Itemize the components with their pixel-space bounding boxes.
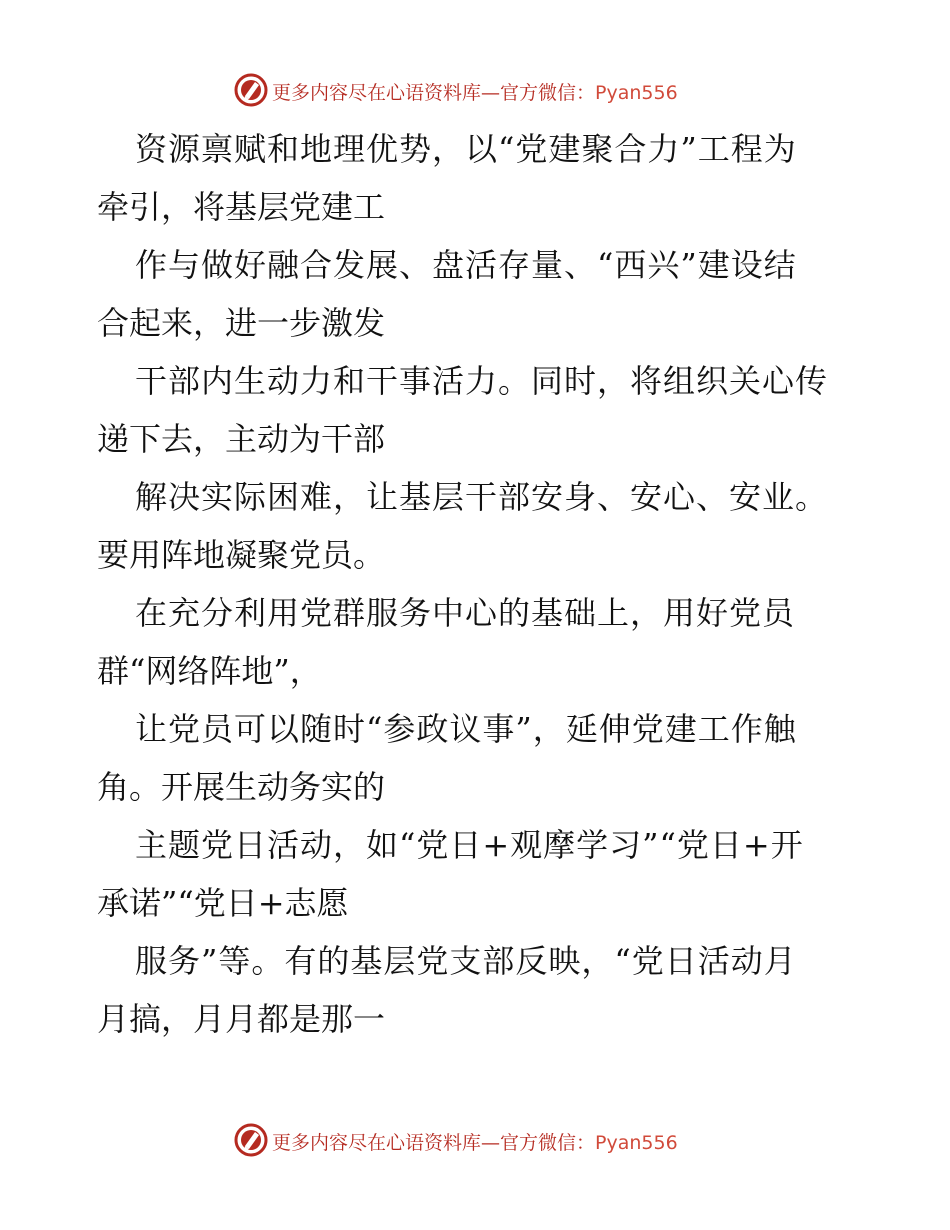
body-text bbox=[97, 120, 867, 1048]
text-line: 在充分利用党群服务中心的基础上，用好党员 bbox=[135, 594, 796, 632]
footer-text: 更多内容尽在心语资料库—官方微信：Pyan556 bbox=[272, 1132, 678, 1154]
text-line: 承诺”“党日+志愿 bbox=[97, 884, 349, 922]
text-line: 合起来，进一步激发 bbox=[97, 304, 386, 342]
text-line: 月搞，月月都是那一 bbox=[97, 1000, 386, 1038]
text-line: 服务”等。有的基层党支部反映，“党日活动月 bbox=[135, 942, 797, 980]
header-watermark bbox=[0, 70, 950, 110]
footer-watermark bbox=[0, 1120, 950, 1160]
header-text: 更多内容尽在心语资料库—官方微信：Pyan556 bbox=[272, 82, 678, 104]
text-line: 要用阵地凝聚党员。 bbox=[97, 536, 386, 574]
text-line: 主题党日活动，如“党日+观摩学习”“党日+开 bbox=[135, 826, 804, 864]
text-line: 让党员可以随时“参政议事”，延伸党建工作触 bbox=[135, 710, 797, 748]
text-line: 资源禀赋和地理优势，以“党建聚合力”工程为 bbox=[135, 130, 797, 168]
text-line: 解决实际困难，让基层干部安身、安心、安业。 bbox=[135, 478, 829, 516]
pen-nib-logo-icon bbox=[233, 1122, 269, 1158]
text-line: 群“网络阵地”， bbox=[97, 652, 322, 690]
text-line: 作与做好融合发展、盘活存量、“西兴”建设结 bbox=[135, 246, 797, 284]
text-line: 角。开展生动务实的 bbox=[97, 768, 386, 806]
text-line: 牵引，将基层党建工 bbox=[97, 188, 386, 226]
text-line: 递下去，主动为干部 bbox=[97, 420, 386, 458]
pen-nib-logo-icon bbox=[233, 72, 269, 108]
text-line: 干部内生动力和干事活力。同时，将组织关心传 bbox=[135, 362, 829, 400]
